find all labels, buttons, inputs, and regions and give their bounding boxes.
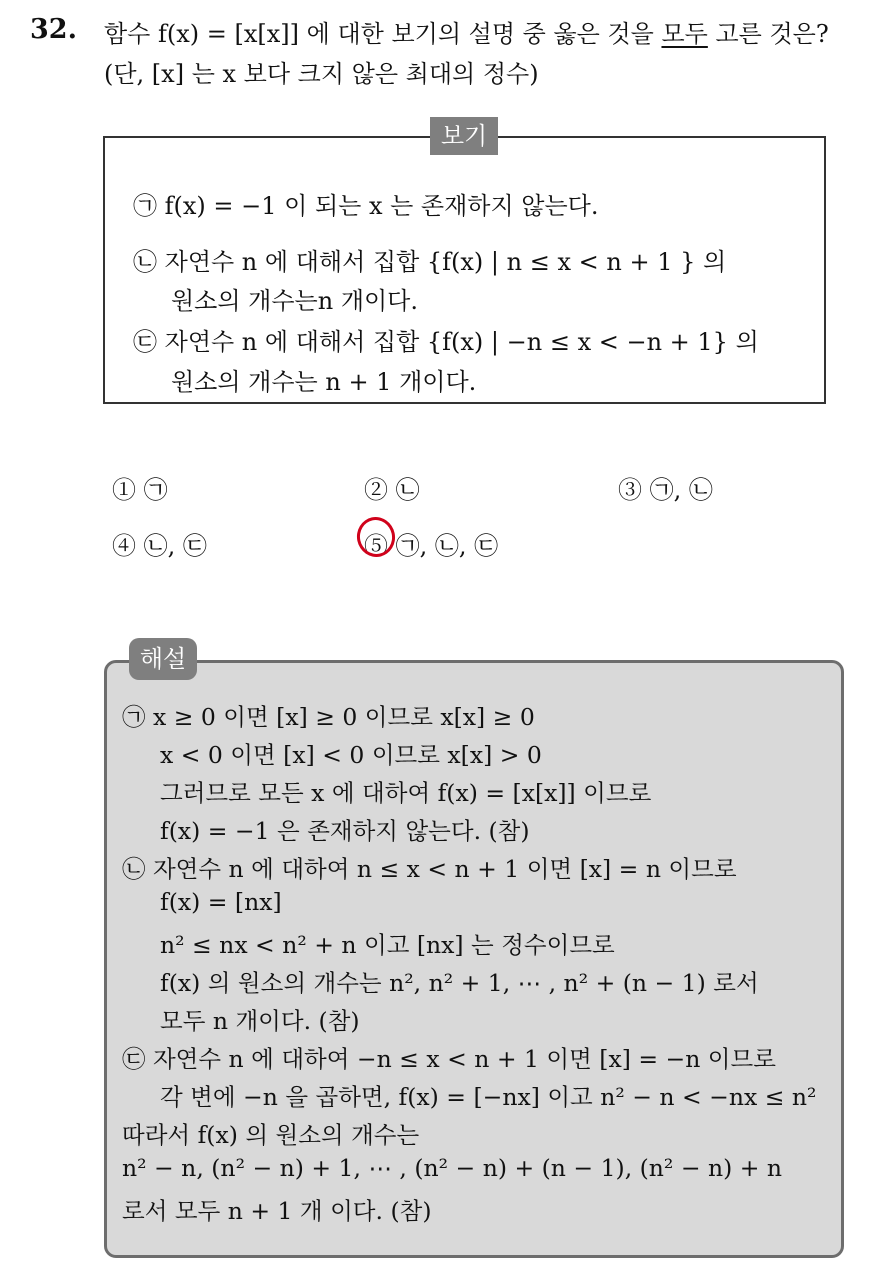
choice-5-number: ⑤ [364, 532, 388, 560]
bogi-item-1: ㉠ f(x) = −1 이 되는 x 는 존재하지 않는다. [133, 192, 599, 220]
question-line-2: (단, [x] 는 x 보다 크지 않은 최대의 정수) [104, 60, 539, 88]
choice-3[interactable] [618, 470, 713, 505]
solution-line-2: x < 0 이면 [x] < 0 이므로 x[x] > 0 [160, 741, 542, 769]
solution-line-7: n² ≤ nx < n² + n 이고 [nx] 는 정수이므로 [160, 931, 615, 959]
choice-2-number: ② [364, 476, 388, 504]
bogi-item-2-cont: 원소의 개수는n 개이다. [171, 287, 418, 315]
question-text-underlined: 모두 [661, 20, 708, 48]
choice-5-text: ㉠, ㉡, ㉢ [395, 532, 499, 560]
choice-3-number: ③ [618, 476, 642, 504]
choice-4-number: ④ [112, 532, 136, 560]
solution-line-10: ㉢ 자연수 n 에 대하여 −n ≤ x < n + 1 이면 [x] = −n 이므로 [122, 1045, 776, 1073]
choice-1-number: ① [112, 476, 136, 504]
question-number: 32. [30, 14, 77, 45]
solution-line-11: 각 변에 −n 을 곱하면, f(x) = [−nx] 이고 n² − n < −nx ≤ n² [160, 1083, 817, 1111]
choice-1-text: ㉠ [143, 476, 168, 504]
solution-line-1: ㉠ x ≥ 0 이면 [x] ≥ 0 이므로 x[x] ≥ 0 [122, 703, 535, 731]
bogi-item-3: ㉢ 자연수 n 에 대해서 집합 {f(x) | −n ≤ x < −n + 1} 의 [133, 328, 759, 356]
solution-line-4: f(x) = −1 은 존재하지 않는다. (참) [160, 817, 530, 845]
solution-line-3: 그러므로 모든 x 에 대하여 f(x) = [x[x]] 이므로 [160, 779, 652, 807]
choice-4-text: ㉡, ㉢ [143, 532, 207, 560]
solution-title: 해설 [129, 638, 197, 680]
choice-4[interactable] [112, 526, 207, 561]
solution-line-12: 따라서 f(x) 의 원소의 개수는 [122, 1121, 420, 1149]
solution-line-8: f(x) 의 원소의 개수는 n², n² + 1, ⋯ , n² + (n − 1) 로서 [160, 969, 759, 997]
solution-line-9: 모두 n 개이다. (참) [160, 1007, 360, 1035]
choice-2[interactable] [364, 470, 420, 505]
bogi-item-2: ㉡ 자연수 n 에 대해서 집합 {f(x) | n ≤ x < n + 1 } 의 [133, 248, 727, 276]
choice-1[interactable] [112, 470, 168, 505]
solution-line-6: f(x) = [nx] [160, 888, 282, 916]
question-text-post: 고른 것은? [707, 20, 829, 48]
solution-line-13: n² − n, (n² − n) + 1, ⋯ , (n² − n) + (n − 1), (n² − n) + n [122, 1154, 783, 1182]
bogi-item-3-cont: 원소의 개수는 n + 1 개이다. [171, 368, 477, 396]
question-text-pre: 함수 f(x) = [x[x]] 에 대한 보기의 설명 중 옳은 것을 [104, 20, 662, 48]
question-line-1 [104, 14, 829, 49]
solution-line-14: 로서 모두 n + 1 개 이다. (참) [122, 1197, 432, 1225]
solution-line-5: ㉡ 자연수 n 에 대하여 n ≤ x < n + 1 이면 [x] = n 이므로 [122, 855, 737, 883]
choice-3-text: ㉠, ㉡ [649, 476, 713, 504]
bogi-title: 보기 [430, 117, 498, 155]
choice-2-text: ㉡ [395, 476, 420, 504]
